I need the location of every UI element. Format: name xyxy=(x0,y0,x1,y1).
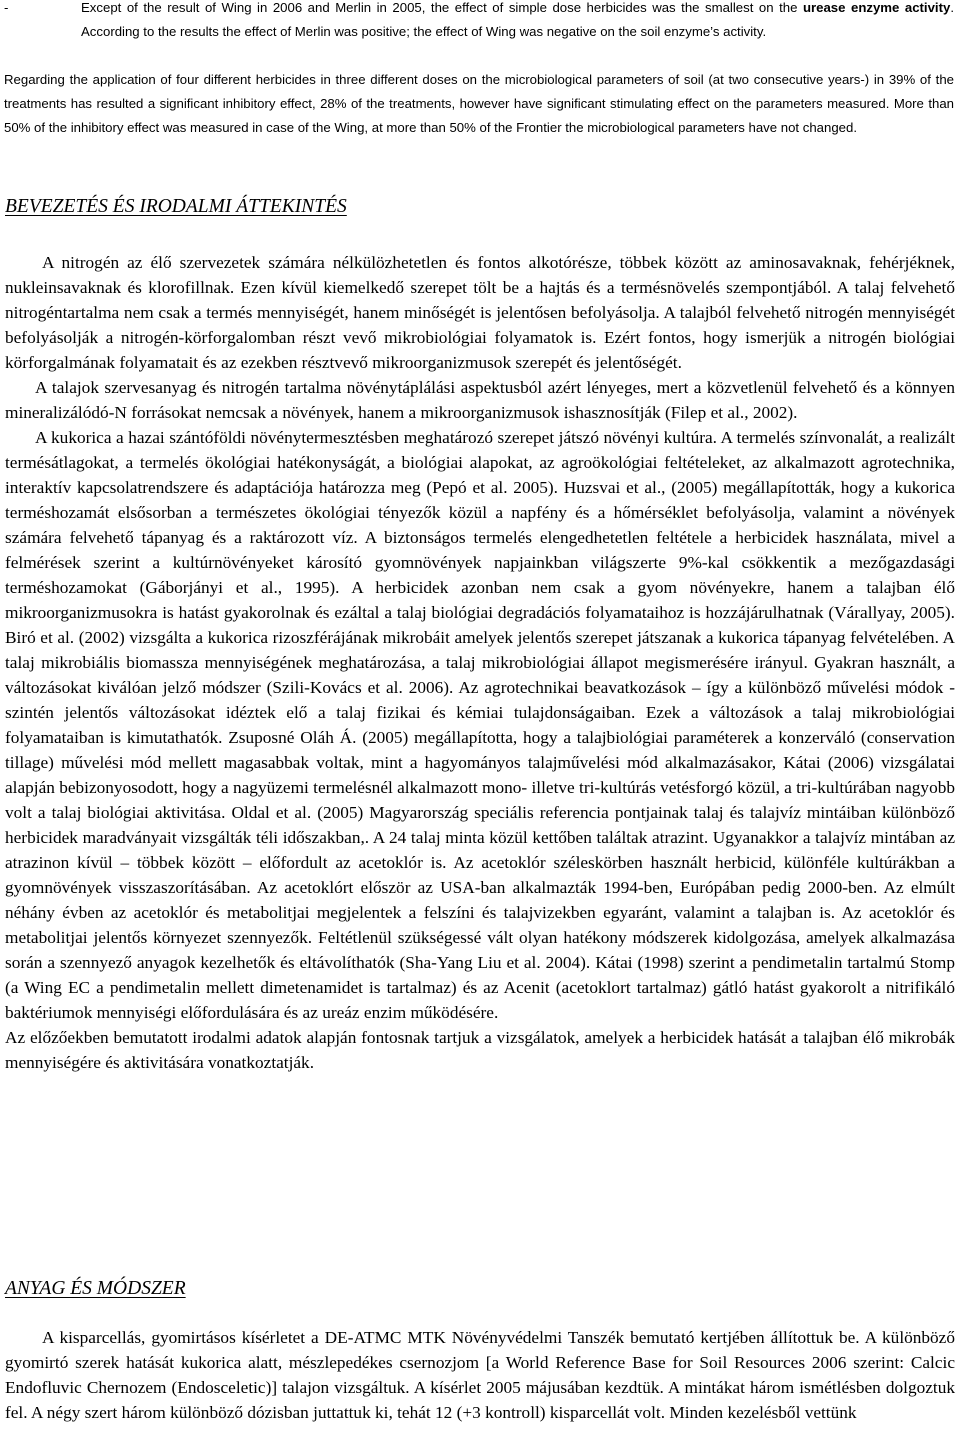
methods-paragraph: A kisparcellás, gyomirtásos kísérletet a DE-ATMC MTK Növényvédelmi Tanszék bemutató kertjében állítottuk be. A különböző gyomirtó szerek hatását kukorica alatt, mészlepedékes csernozjom [a World Reference Base for Soil Resources 2006 szerint: Calcic Endofluvic Chernozem (Endosceletic)] talajon vizsgáltuk. A kísérlet 2005 májusában kezdtük. A mintákat három ismétlésben dolgoztuk fel. A négy szert három különböző dózisban juttattuk ki, tehát 12 (+3 kontroll) kisparcellát volt. Minden kezelésből vettünk xyxy=(5,1328,955,1422)
intro-body xyxy=(5,250,955,1075)
intro-paragraph: Az előzőekben bemutatott irodalmi adatok alapján fontosnak tartjuk a vizsgálatok, amelyek a herbicidek hatását a talajban élő mikrobák mennyiségére és aktivitására vonatkoztatják. xyxy=(5,1028,955,1072)
summary-bullet xyxy=(4,0,954,44)
bullet-text-post: . According to the results the effect of Merlin was positive; the effect of Wing was negative on the soil enzyme’s activity. xyxy=(81,0,954,39)
summary-paragraph: Regarding the application of four different herbicides in three different doses on the microbiological parameters of soil (at two consecutive years-) in 39% of the treatments has resulted a significant inhibitory effect, 28% of the treatments, however have significant stimulating effect on the parameters measured. More than 50% of the inhibitory effect was measured in case of the Wing, at more than 50% of the Frontier the microbiological parameters have not changed. xyxy=(4,72,954,135)
section-heading-methods: ANYAG ÉS MÓDSZER xyxy=(5,1278,186,1299)
bullet-text xyxy=(81,0,954,44)
methods-body xyxy=(5,1325,955,1425)
bullet-text-pre: Except of the result of Wing in 2006 and Merlin in 2005, the effect of simple dose herbicides was the smallest on the xyxy=(81,0,803,15)
intro-paragraph: A nitrogén az élő szervezetek számára nélkülözhetetlen és fontos alkotórésze, többek között az aminosavaknak, fehérjéknek, nukleinsavaknak és klorofillnak. Ezen kívül kiemelkedő szerepet tölt be a hajtás és a termésnövelés szempontjából. A talaj felvehető nitrogéntartalma nem csak a termés mennyiségét, hanem minőségét is jelentősen befolyásolja. A talajból felvehető nitrogén mennyiségét befolyásolják a nitrogén-körforgalomban részt vevő mikrobiológiai folyamatok is. Ezért fontos, hogy ismerjük a nitrogén biológiai körforgalmának folyamatait és az ezekben résztvevő mikroorganizmusok szerepét és jelentőségét. xyxy=(5,253,955,372)
bullet-dash: - xyxy=(4,0,9,15)
intro-paragraph: A talajok szervesanyag és nitrogén tartalma növénytáplálási aspektusból azért lényeges, mert a közvetlenül felvehető és a könnyen mineralizálódó-N forrásokat nemcsak a növények, hanem a mikroorganizmusok ishasznosítják (Filep et al., 2002). xyxy=(5,378,955,422)
section-heading-intro: BEVEZETÉS ÉS IRODALMI ÁTTEKINTÉS xyxy=(5,196,347,217)
bullet-text-bold: urease enzyme activity xyxy=(802,0,951,15)
intro-paragraph: A kukorica a hazai szántóföldi növénytermesztésben meghatározó szerepet játszó növényi kultúra. A termelés színvonalát, a realizált termésátlagokat, a termelés ökológiai hatékonyságát, a biológiai alapokat, az agroökológiai feltételeket, az alkalmazott agrotechnika, interaktív kapcsolatrendszere és adaptációja határozza meg (Pepó et al. 2005). Huzsvai et al., (2005) megállapították, hogy a kukorica terméshozamát elsősorban a természetes ökológiai tényezők közül a napfény és a hőmérséklet befolyásolja, valamint a növények számára felvehető tápanyag és a raktározott víz. A biztonságos termelés elengedhetetlen feltétele a herbicidek használata, mivel a felmérések szerint a kultúrnövényeket károsító gyomnövények napjainkban világszerte 9%-kal csökkentik a mezőgazdasági terméshozamokat (Gáborjányi et al., 1995). A herbicidek azonban nem csak a gyom növényekre, hanem a talajban élő mikroorganizmusokra is hatást gyakorolnak és ezáltal a talaj biológiai degradációs folyamataihoz is hozzájárulhatnak (Várallyay, 2005). Biró et al. (2002) vizsgálta a kukorica rizoszférájának mikrobáit amelyek jelentős szerepet játszanak a kukorica tápanyag felvételében. A talaj mikrobiális biomassza mennyiségének meghatározása, a talaj mikrobiológiai állapot megismerésére irányul. Gyakran használt, a változásokat kiválóan jelző módszer (Szili-Kovács et al. 2006). Az agrotechnikai beavatkozások – így a különböző művelési módok - szintén jelentős változásokat idéztek elő a talaj fizikai és kémiai tulajdonságaiban. Ezek a változások a talaj mikrobiológiai folyamataiban is kimutathatók. Zsuposné Oláh Á. (2005) megállapította, hogy a talajbiológiai paraméterek a konzerváló (conservation tillage) művelési mód mellett magasabbak voltak, mint a hagyományos talajművelési mód alkalmazásakor, Kátai (2006) vizsgálatai alapján bebizonyosodott, hogy a nagyüzemi termelésnél alkalmazott mono- illetve tri-kultúrás vetésforgó közül, a tri-kultúrában nagyobb volt a talaj biológiai aktivitása. Oldal et al. (2005) Magyarország speciális referencia pontjainak talaj és talajvíz mintáiban különböző herbicidek maradványait vizsgálták téli időszakban,. A 24 talaj minta közül kettőben találtak atrazint. Ugyanakkor a talajvíz mintában az atrazinon kívül – többek között – előfordult az acetoklór is. Az acetoklór széleskörben használt herbicid, különféle kultúrákban a gyomnövények visszaszorításában. Az acetoklórt először az USA-ban alkalmazták 1994-ben, Európában pedig 2000-ben. Az elmúlt néhány évben az acetoklór és metabolitjai megjelentek a felszíni és talajvizekben egyaránt, valamint a talajban is. Az acetoklór és metabolitjai jelentős környezet szennyezők. Feltétlenül szükségessé vált olyan hatékony módszerek kidolgozása, amelyek alkalmazása során a szennyező anyagok kezelhetők és eltávolíthatók (Sha-Yang Liu et al. 2004). Kátai (1998) szerint a pendimetalin tartalmú Stomp (a Wing EC a pendimetalin mellett dimetenamidet is tartalmaz) és az Acenit (acetoklort tartalmaz) gátló hatást gyakorolt a nitrifikáló baktériumok mennyiségi előfordulására és az ureáz enzim működésére. xyxy=(5,428,955,1022)
